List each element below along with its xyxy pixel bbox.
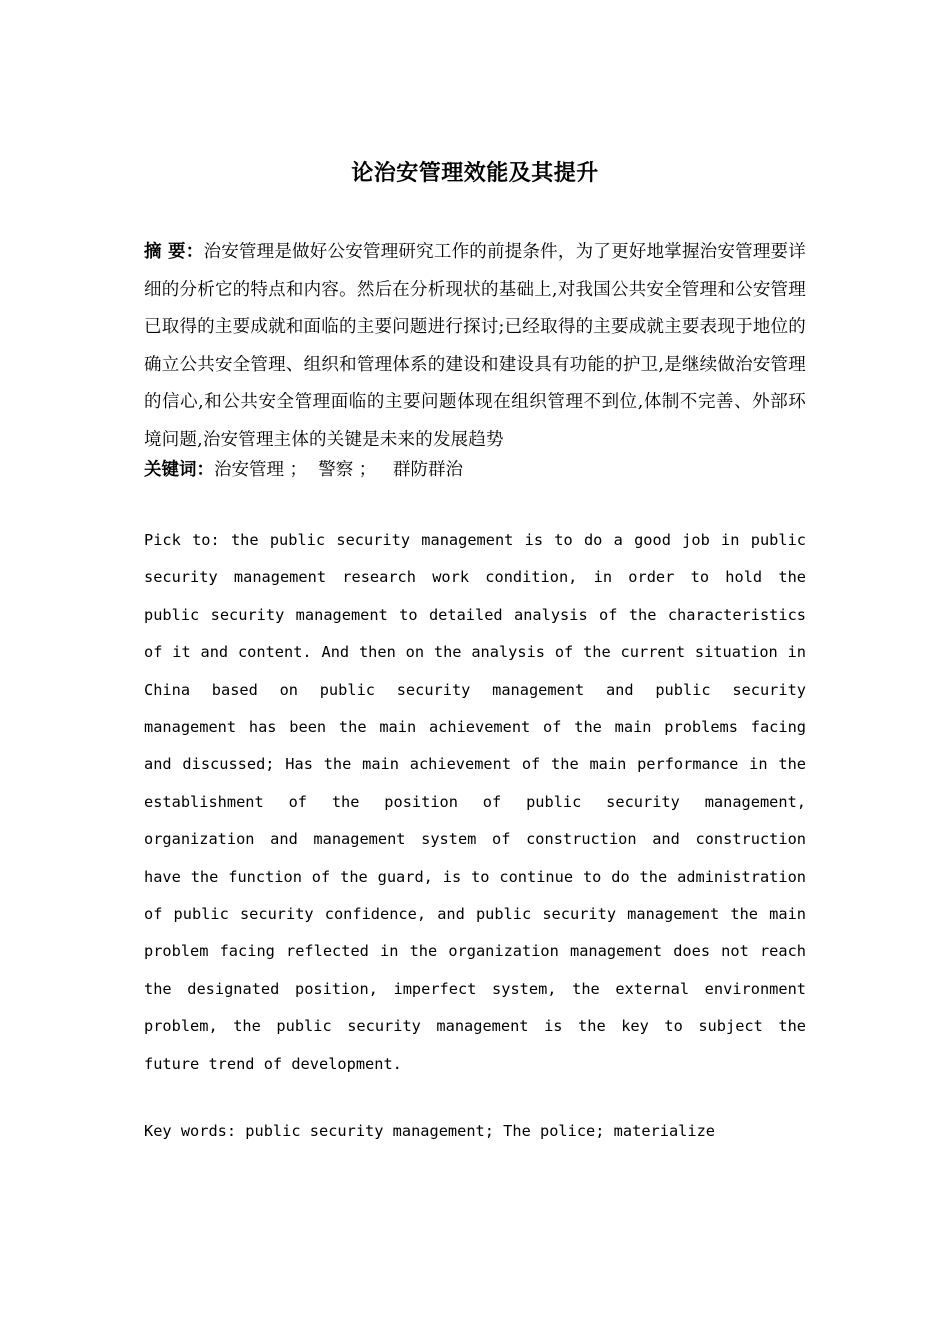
chinese-abstract	[144, 234, 806, 459]
chinese-keywords-text: 治安管理 ； 警察 ； 群防群治	[214, 460, 463, 480]
chinese-abstract-label: 摘 要：	[144, 242, 204, 262]
english-abstract: Pick to: the public security management is to do a good job in public security management research work condition, in order to hold the public security management to detailed analysis of the characteristics of it and content. And then on the analysis of the current situation in China based on public security management and public security management has been the main achievement of the main problems facing and discussed; Has the main achievement of the main performance in the establishment of the position of public security management, organization and management system of construction and construction have the function of the guard, is to continue to do the administration of public security confidence, and public security management the main problem facing reflected in the organization management does not reach the designated position, imperfect system, the external environment problem, the public security management is the key to subject the future trend of development.	[144, 531, 806, 1073]
chinese-abstract-text: 治安管理是做好公安管理研究工作的前提条件，为了更好地掌握治安管理要详细的分析它的特点和内容。然后在分析现状的基础上,对我国公共安全管理和公安管理已取得的主要成就和面临的主要问题进行探讨;已经取得的主要成就主要表现于地位的确立公共安全管理、组织和管理体系的建设和建设具有功能的护卫,是继续做治安管理的信心,和公共安全管理面临的主要问题体现在组织管理不到位,体制不完善、外部环境问题,治安管理主体的关键是未来的发展趋势	[144, 242, 806, 450]
chinese-keywords	[144, 455, 806, 485]
english-keywords: Key words: public security management; The police; materialize	[144, 1122, 715, 1140]
document-title: 论治安管理效能及其提升	[351, 161, 599, 186]
chinese-keywords-label: 关键词：	[144, 460, 214, 480]
